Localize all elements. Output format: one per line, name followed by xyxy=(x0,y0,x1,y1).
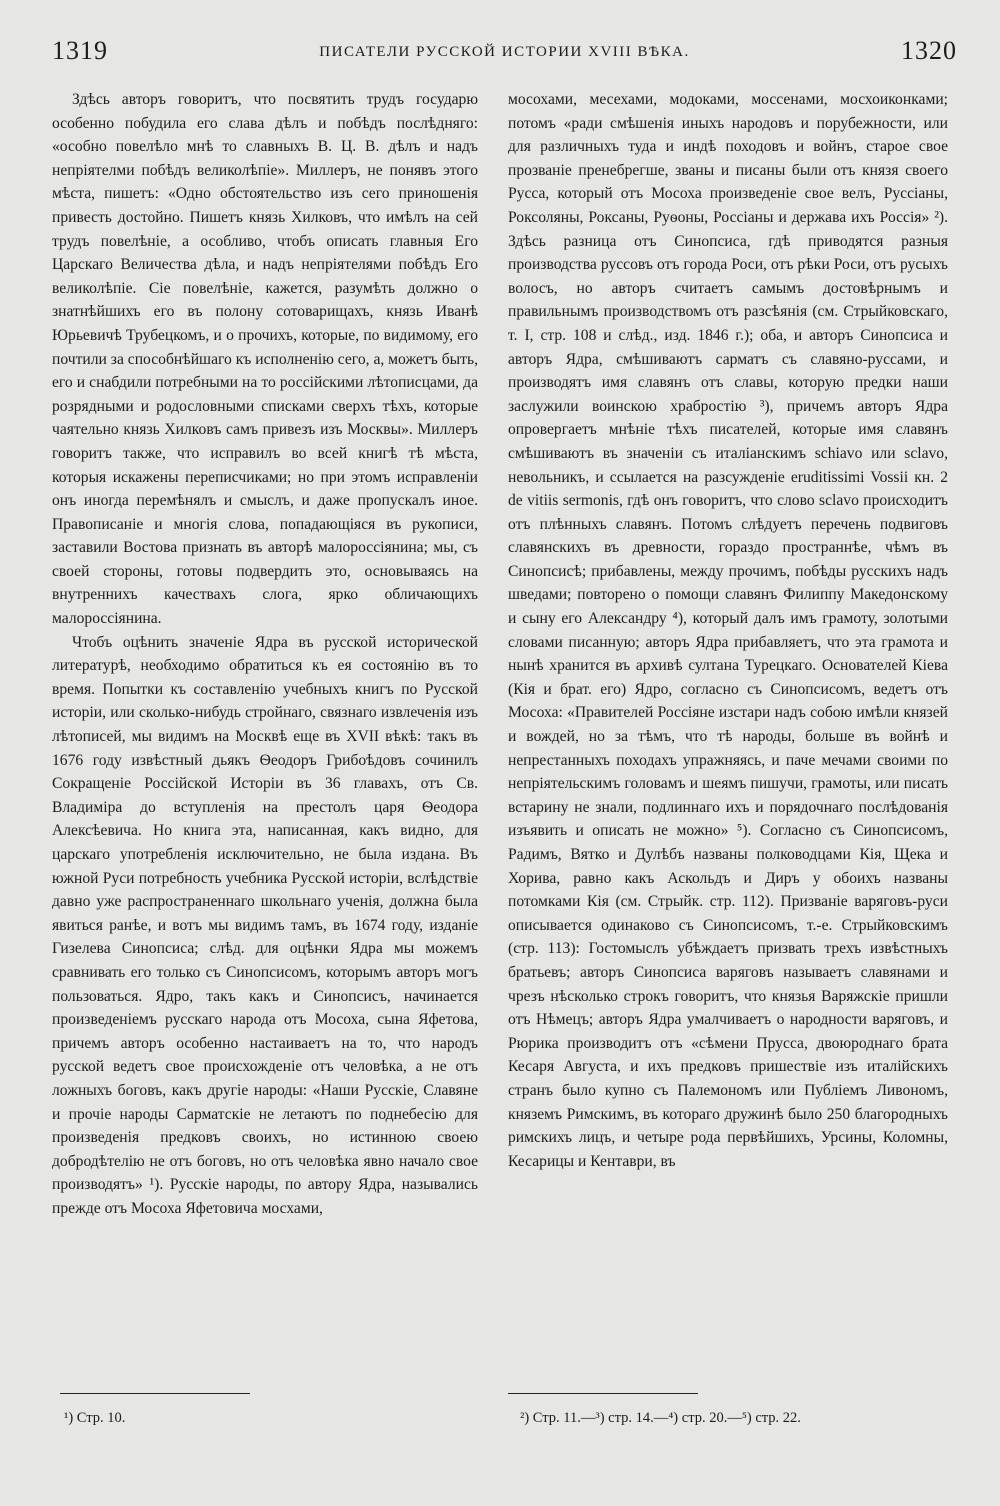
page-header xyxy=(52,36,957,76)
footnote-left: ¹) Стр. 10. xyxy=(64,1410,126,1426)
paragraph: мосохами, месехами, модоками, моссенами, мосхоиконками; потомъ «ради смѣшенія иныхъ народовъ и порубежности, или для различныхъ туда и индѣ походовъ и войнъ, старое свое прозваніе пренебрегше, званы и писаны были отъ князя своего Русса, который отъ Мосоха произведеніе свое велъ, Руссіаны, Роксоляны, Роксаны, Руѳоны, Россіаны и держава ихъ Россія» ²). Здѣсь разница отъ Синопсиса, гдѣ приводятся разныя производства руссовъ отъ города Роси, отъ рѣки Роси, отъ русыхъ волосъ, но авторъ считаетъ самымъ достовѣрнымъ и правильнымъ производствомъ отъ разсѣянія (см. Стрыйковскаго, т. I, стр. 108 и слѣд., изд. 1846 г.); оба, и авторъ Синопсиса и авторъ Ядра, смѣшиваютъ сарматъ съ славяно-руссами, и производятъ имя славянъ отъ славы, которую предки наши заслужили воинскою храбростію ³), причемъ авторъ Ядра опровергаетъ мнѣніе тѣхъ писателей, которые имя славянъ смѣшиваютъ въ значеніи съ италіанскимъ schiavo или sclavo, невольникъ, и ссылается на разсужденіе eruditissimi Vossii кн. 2 de vitiis sermonis, гдѣ онъ говоритъ, что слово sclavo происходитъ отъ плѣнныхъ славянъ. Потомъ слѣдуетъ перечень подвиговъ славянскихъ въ древности, гораздо пространнѣе, чѣмъ въ Синопсисѣ; прибавлены, между прочимъ, побѣды русскихъ надъ шведами; повторено о помощи славянъ Филиппу Македонскому и сыну его Александру ⁴), который далъ имъ грамоту, золотыми словами писанную; авторъ Ядра прибавляетъ, что эта грамота и нынѣ хранится въ архивѣ султана Турецкаго. Основателей Кіева (Кія и брат. его) Ядро, согласно съ Синопсисомъ, ведетъ отъ Мосоха: «Правителей Россіяне изстари надъ собою имѣли князей и вождей, но за тѣмъ, что тѣ народы, больше въ войнѣ и непрестанныхъ походахъ упражняясь, и паче мечами своими по непріятельскимъ головамъ и шеямъ пишучи, грамоты, или писать встарину не знали, подлиннаго ихъ и порядочнаго послѣдованія изъявить и описать не можно» ⁵). Согласно съ Синопсисомъ, Радимъ, Вятко и Дулѣбъ названы полководцами Кія, Щека и Хорива, равно какъ Аскольдъ и Диръ у обоихъ названы потомками Кія (см. Стрыйк. стр. 112). Призваніе варяговъ-руси описывается одинаково съ Синопсисомъ, т.-е. Стрыйковскимъ (стр. 113): Гостомыслъ убѣждаетъ призвать трехъ извѣстныхъ братьевъ; авторъ Синопсиса варяговъ называетъ славянами и чрезъ нѣсколько строкъ говоритъ, что князья Варяжскіе пришли отъ Нѣмецъ; авторъ Ядра умалчиваетъ о народности варяговъ, и Рюрика производитъ отъ «сѣмени Прусса, двоюроднаго брата Кесаря Августа, и ихъ предковъ пришествіе изъ италійскихъ странъ было купно съ Палемономъ или Публіемъ Ливономъ, княземъ Римскимъ, въ котораго дружинѣ было 250 благородныхъ римскихъ лицъ, и четыре рода первѣйшихъ, Урсины, Коломны, Кесарицы и Кентаври, въ xyxy=(508,91,948,1170)
footnote-rule-right xyxy=(508,1393,698,1394)
left-column xyxy=(52,88,478,1221)
paragraph: Чтобъ оцѣнить значеніе Ядра въ русской исторической литературѣ, необходимо обратиться къ ея состоянію въ то время. Попытки къ составленію учебныхъ книгъ по Русской исторіи, или сколько-нибудь стройнаго, связнаго извлеченія изъ лѣтописей, мы видимъ на Москвѣ еще въ XVII вѣкѣ: такъ въ 1676 году извѣстный дьякъ Ѳеодоръ Грибоѣдовъ сочинилъ Сокращеніе Россійской Исторіи въ 36 главахъ, отъ Св. Владиміра до вступленія на престолъ царя Ѳеодора Алексѣевича. Но книга эта, написанная, какъ видно, для царскаго употребленія исключительно, не была издана. Въ южной Руси потребность учебника Русской исторіи, вслѣдствіе давно уже распространеннаго школьнаго ученія, должна была явиться ранѣе, и вотъ мы видимъ тамъ, въ 1674 году, изданіе Гизелева Синопсиса; слѣд. для оцѣнки Ядра мы можемъ сравнивать его только съ Синопсисомъ, которымъ авторъ могъ пользоваться. Ядро, такъ какъ и Синопсисъ, начинается произведеніемъ русскаго народа отъ Мосоха, сына Яфетова, причемъ авторъ особенно настаиваетъ на то, что народъ русской ведетъ свое происхожденіе отъ человѣка, а не отъ ложныхъ боговъ, какъ другіе народы: «Наши Русскіе, Славяне и прочіе народы Сарматскіе не летаютъ по поднебесію для произведенія предковъ своихъ, но истинною своею добродѣтелію не отъ боговъ, но отъ человѣка явно начало свое производятъ» ¹). Русскіе народы, по автору Ядра, назывались прежде отъ Мосоха Яфетовича мосхами, xyxy=(52,633,478,1217)
running-title: ПИСАТЕЛИ РУССКОЙ ИСТОРИИ XVIII ВѢКА. xyxy=(319,44,690,60)
footnote-right: ²) Стр. 11.—³) стр. 14.—⁴) стр. 20.—⁵) стр. 22. xyxy=(520,1410,801,1426)
page-number-left: 1319 xyxy=(52,36,108,65)
page-number-right: 1320 xyxy=(901,36,957,65)
right-column xyxy=(508,88,948,1173)
paragraph: Здѣсь авторъ говоритъ, что посвятить трудъ государю особенно побудила его слава дѣлъ и побѣдъ послѣдняго: «особно повелѣло мнѣ то славныхъ В. Ц. В. дѣлъ и надъ непріятелми побѣдъ великолѣпіе». Миллеръ, не понявъ этого мѣста, пишетъ: «Одно обстоятельство изъ сего приношенія привесть достойно. Пишетъ князь Хилковъ, что имѣлъ на сей трудъ повелѣніе, а особливо, чтобъ описать главныя Его Царскаго Величества дѣла, и надъ непріятелями побѣдъ Его великолѣпіе. Сіе повелѣніе, кажется, разумѣть должно о знатнѣйшихъ его въ полону сотоварищахъ, князь Иванѣ Юрьевичѣ Трубецкомъ, и о прочихъ, которые, по видимому, его почтили за способнѣйшаго къ исполненію сего, а, можетъ быть, его и снабдили потребными на то россійскими лѣтописцами, да розрядными и родословными списками сверхъ тѣхъ, которые чаятельно князь Хилковъ самъ привезъ изъ Москвы». Миллеръ говоритъ также, что исправилъ во всей книгѣ тѣ мѣста, которыя искажены переписчиками; но при этомъ исправленіи онъ иногда перемѣнялъ и смыслъ, и даже пропускалъ иное. Правописаніе и многія слова, попадающіяся въ рукописи, заставили Востова признать въ авторѣ малороссіянина; мы, съ своей стороны, готовы подвердить это, основываясь на внутреннихъ качествахъ слога, ярко обличающихъ малороссіянина. xyxy=(52,91,478,628)
footnote-rule-left xyxy=(60,1393,250,1394)
